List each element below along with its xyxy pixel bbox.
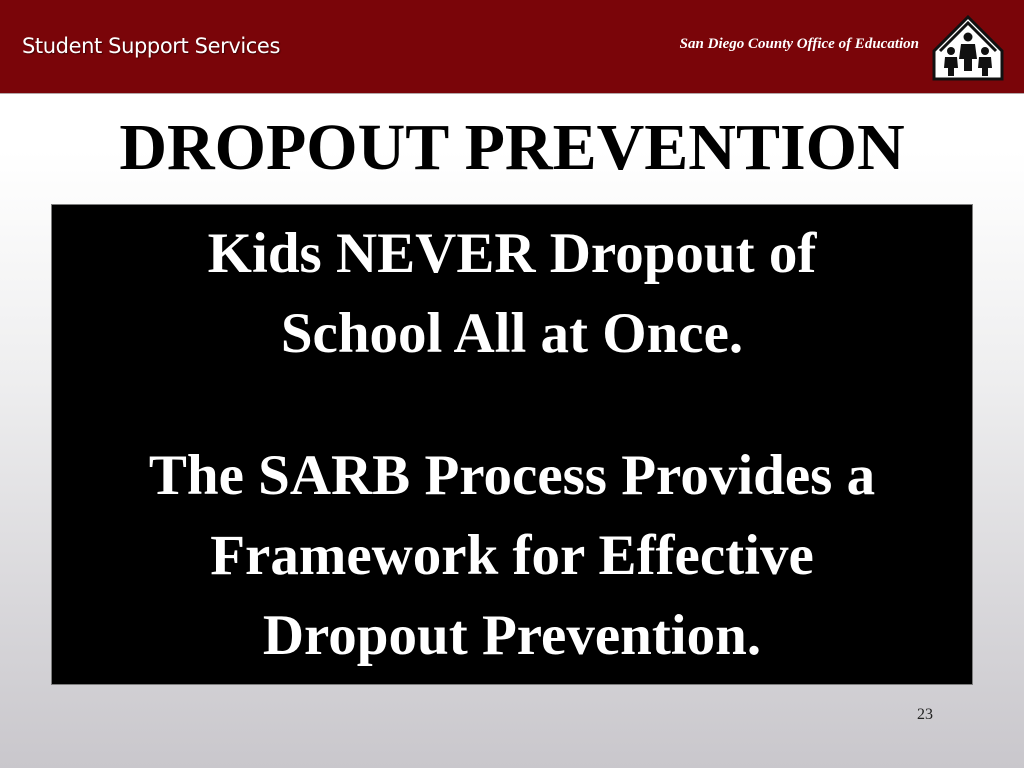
slide-title: DROPOUT PREVENTION <box>119 111 905 184</box>
header-band <box>0 0 1024 94</box>
school-house-family-icon <box>930 13 1006 83</box>
content-line: The SARB Process Provides a <box>148 444 876 507</box>
content-line: Framework for Effective <box>210 524 814 587</box>
page-number: 23 <box>917 706 933 723</box>
content-line: School All at Once. <box>280 302 744 365</box>
content-line: Kids NEVER Dropout of <box>207 222 817 285</box>
section-label: Student Support Services <box>22 34 280 58</box>
content-line: Dropout Prevention. <box>262 604 762 667</box>
organization-name: San Diego County Office of Education <box>679 36 919 52</box>
content-statement-1 <box>51 214 973 374</box>
content-statement-2 <box>51 436 973 676</box>
